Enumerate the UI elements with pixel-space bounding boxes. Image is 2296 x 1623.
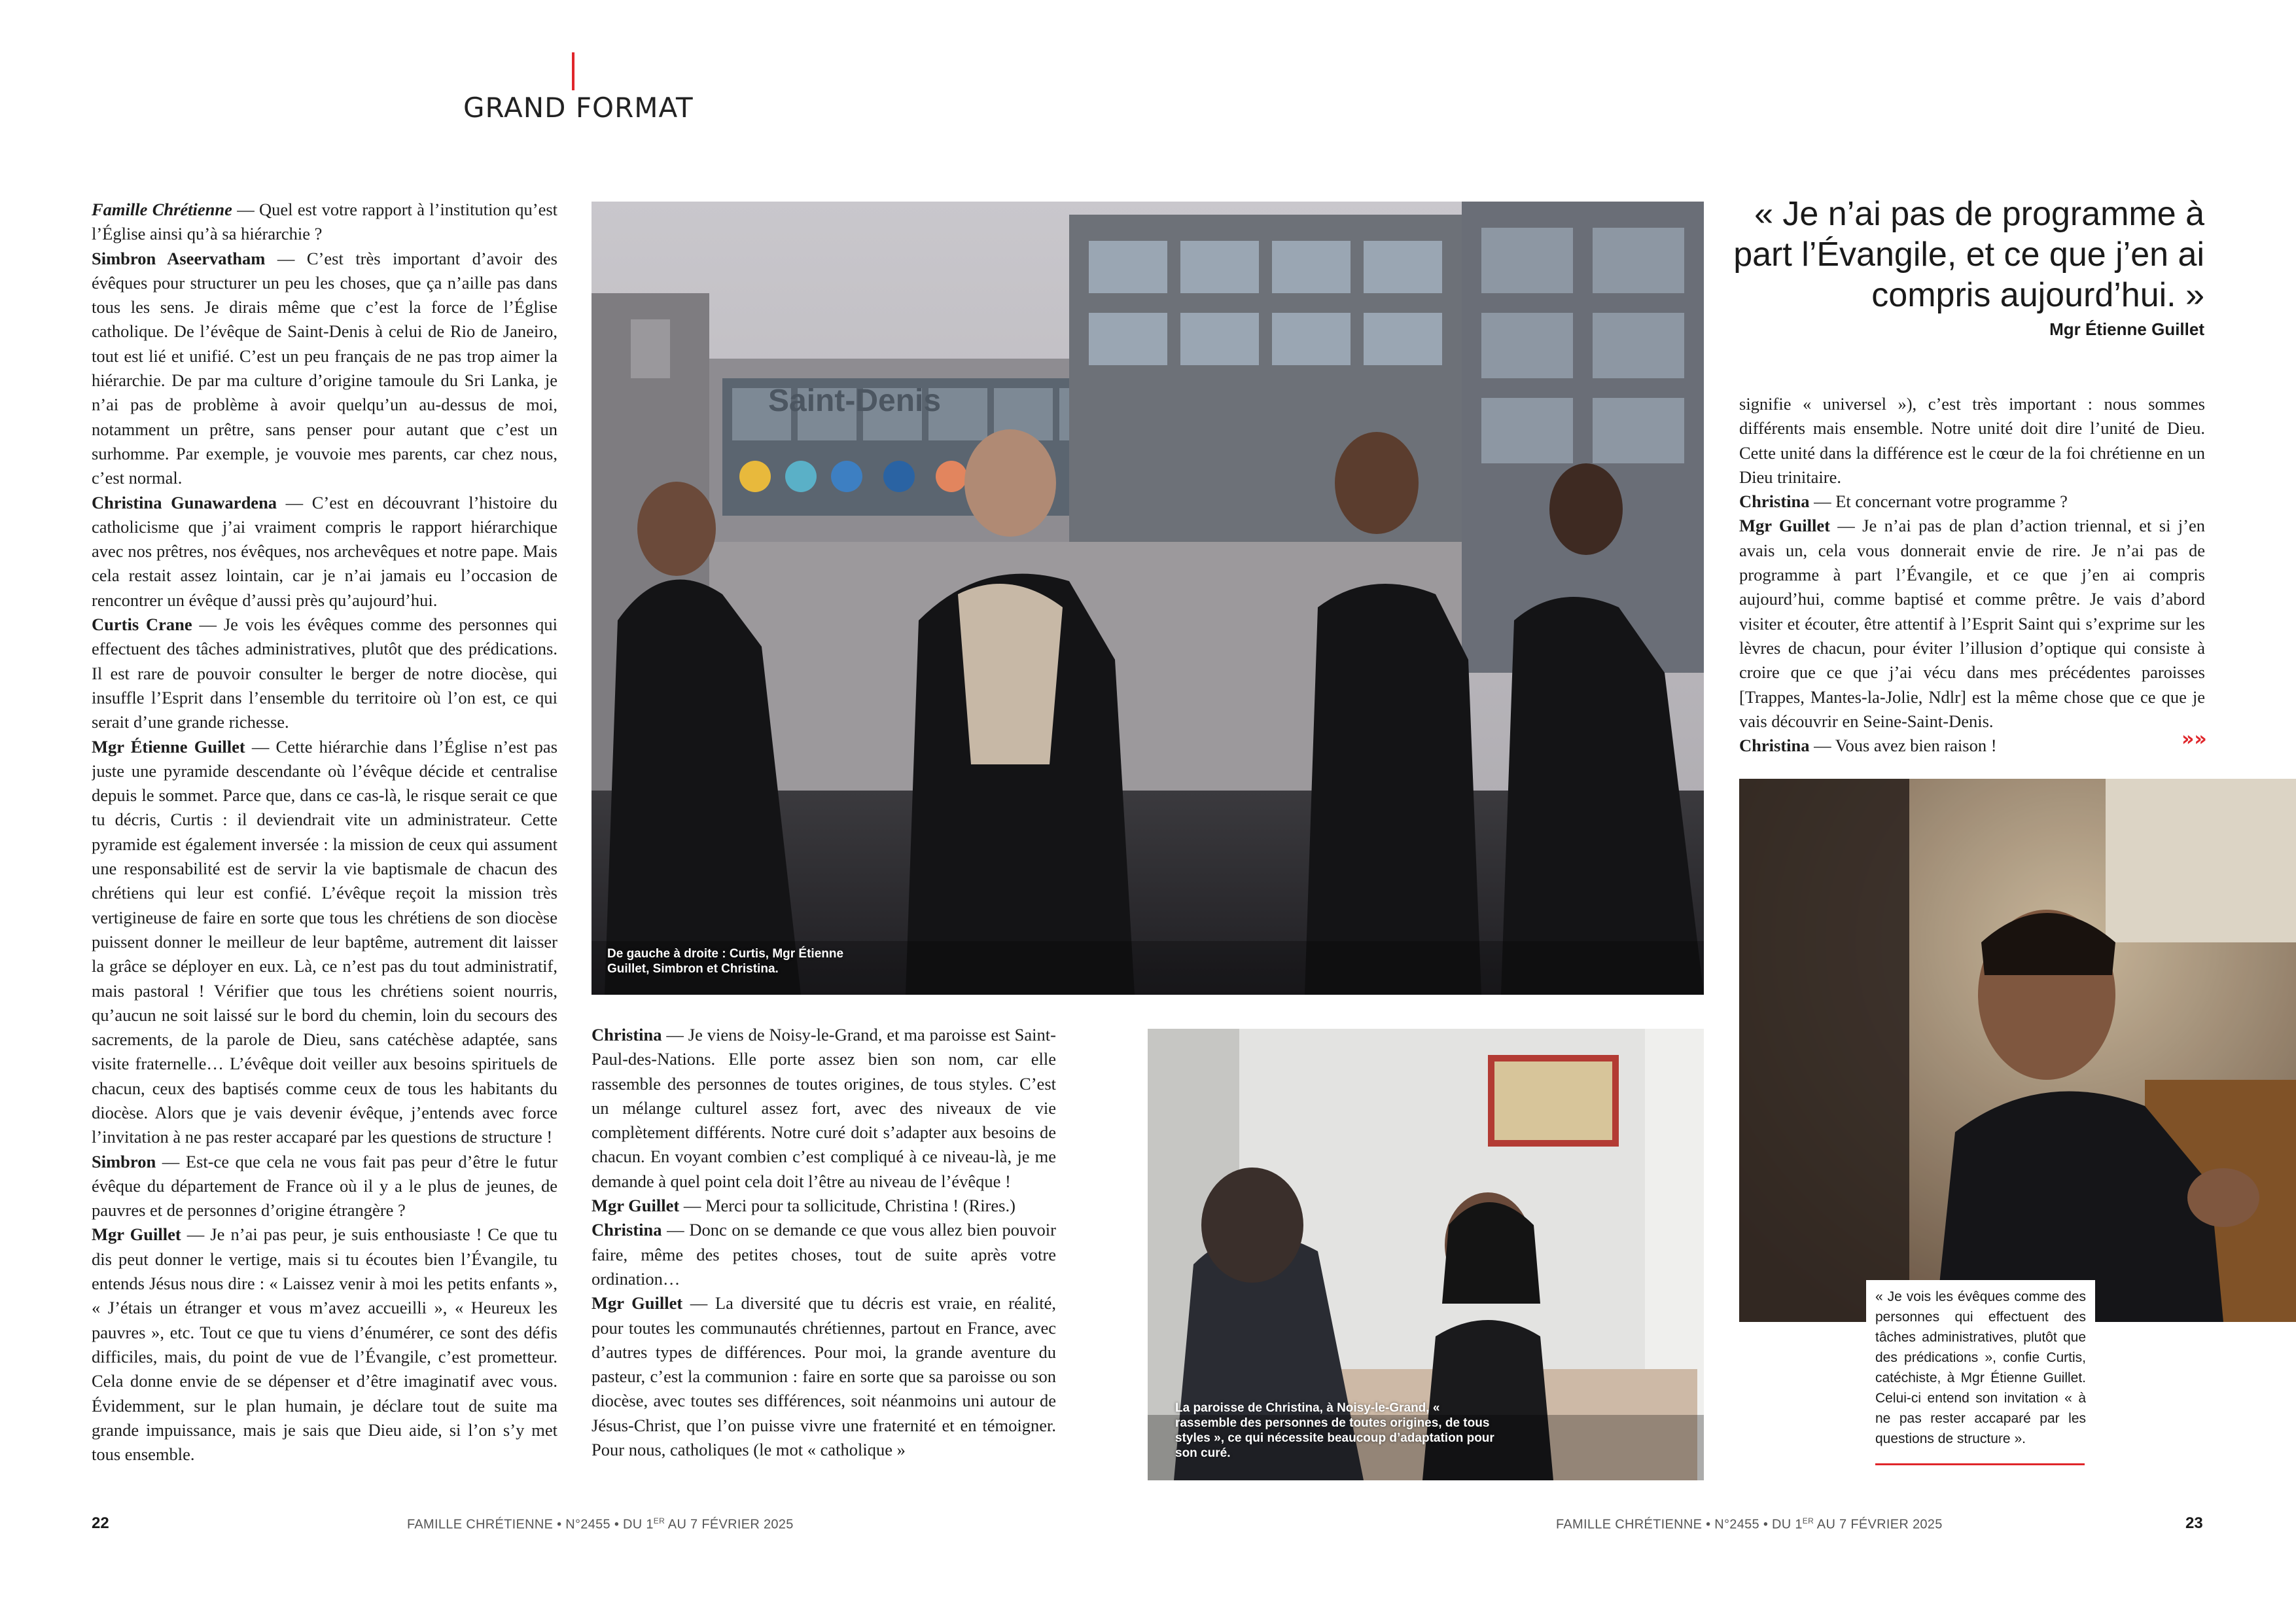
speaker-name: Mgr Guillet [1739, 516, 1830, 536]
publication-suffix: AU 7 FÉVRIER 2025 [1814, 1517, 1943, 1532]
paragraph-text: — Merci pour ta sollicitude, Christina ! (Rires.) [679, 1196, 1016, 1216]
speaker-name: Christina [592, 1220, 662, 1240]
paragraph-text: — Vous avez bien raison ! [1809, 736, 1997, 756]
publication-sup: ER [653, 1516, 665, 1525]
paragraph-text: — Je n’ai pas de plan d’action triennal, et si j’en avais un, cela vous donnerait envie de rire. Je n’ai pas de programme à part l’Évangile, et ce que j’en ai compris aujourd’hui, comme baptisé et comme prêtre. Je vais d’abord visiter et écouter, être attentif à l’Esprit Saint qui s’exprime sur les lèvres de chacun, pour éviter l’illusion d’optique qui consiste à croire que ce que j’ai vécu dans mes précédentes paroisses [Trappes, Mantes-la-Jolie, Ndlr] est la même chose que ce que je vais découvrir en Seine-Saint-Denis. [1739, 516, 2205, 731]
article-paragraph [92, 735, 557, 1150]
text-column-left [92, 198, 557, 1480]
page-number-left: 22 [92, 1514, 109, 1532]
article-paragraph [1739, 734, 2205, 758]
page-number-right: 23 [2185, 1514, 2203, 1532]
article-paragraph [1739, 392, 2205, 490]
publication-line-right [1556, 1516, 1943, 1533]
article-paragraph [1739, 490, 2205, 514]
paragraph-text: — Je vois les évêques comme des personnes qui effectuent des tâches administratives, plutôt que des prédications. Il est rare de pouvoir consulter le berger de notre diocèse, qui insuffle l’Esprit dans l’ensemble du territoire où l’on est, ce qui serait d’une grande richesse. [92, 615, 557, 732]
portrait-photo-illustration [1739, 779, 2296, 1322]
main-photo-illustration [592, 202, 1704, 995]
speaker-name: Mgr Guillet [592, 1196, 680, 1216]
article-paragraph [592, 1194, 1056, 1218]
paragraph-text: — Cette hiérarchie dans l’Église n’est pas juste une pyramide descendante où l’évêque décide et centralise depuis le sommet. Parce que, dans ce cas-là, le risque serait ce que tu décris, Curtis : il deviendrait vite un administrateur. Cette pyramide est également inversée : la mission de ceux qui assument une responsabilité est de servir la vie baptismale de chacun des chrétiens qui leur est confié. L’évêque reçoit la mission très vertigineuse de faire en sorte que tous les chrétiens de son diocèse puissent donner le meilleur de leur baptême, autrement dit laisser la grâce se déployer en eux. Là, ce n’est pas du tout administratif, mais pastoral ! Vérifier que tous les chrétiens soient nourris, qu’aucun ne soit laissé sur le bord du chemin, loin du secours des sacrements, de la parole de Dieu, sans catéchèse adaptée, sans visite fraternelle… L’évêque doit veiller aux besoins spirituels de chacun, ceux des baptisés comme ceux de tous les habitants du diocèse. Alors que je vais devenir évêque, j’entends avec force l’invitation à ne pas rester accaparé par les questions de structure ! [92, 736, 557, 1147]
speaker-name: Simbron [92, 1151, 156, 1171]
paragraph-text: — C’est très important d’avoir des évêques pour structurer un peu les choses, que ça n’aille pas dans tous les sens. Je dirais même que c’est la force de l’Église catholique. De l’évêque de Saint-Denis à celui de Rio de Janeiro, tout est lié et unifié. C’est un peu français de ne pas trop aimer la hiérarchie. De par ma culture d’origine tamoule du Sri Lanka, je n’ai pas de problème à avoir quelqu’un au-dessus de moi, notamment un prêtre, sans penser pour autant que c’est un surhomme. Par exemple, je vouvoie mes parents, car chez nous, c’est normal. [92, 248, 557, 488]
paragraph-text: — Quel est votre rapport à l’institution qu’est l’Église ainsi qu’à sa hiérarchie ? [92, 200, 557, 244]
continue-arrow-icon: »» [2181, 728, 2207, 751]
article-paragraph [92, 198, 557, 247]
speaker-name: Simbron Aseervatham [92, 248, 266, 268]
article-paragraph [92, 1222, 557, 1467]
speaker-name: Christina [1739, 491, 1810, 512]
paragraph-text: — Je n’ai pas peur, je suis enthousiaste ! Ce que tu dis peut donner le vertige, mais si tu écoutes bien l’Évangile, tu entends Jésus nous dire : « Laissez venir à moi les petits enfants », « J’étais un étranger et vous m’avez accueilli », « Heureux les pauvres », etc. Tout ce que tu viens d’énumérer, ce sont des défis difficiles, mais, du point de vue de l’Évangile, c’est prometteur. Cela donne envie de se dépenser et d’être imaginatif avec vous. Évidemment, sur le plan humain, je déclare tout de suite ma grande impuissance, mais je sais que Dieu aide, si l’on s’y met tous ensemble. [92, 1224, 557, 1465]
curtis-portrait-photo [1739, 779, 2296, 1322]
publication-sup: ER [1802, 1516, 1814, 1525]
paragraph-text: signifie « universel »), c’est très important : nous sommes différents mais ensemble. Notre unité doit dire l’unité de Dieu. Cette unité dans la différence est le cœur de la foi chrétienne en un Dieu trinitaire. [1739, 394, 2205, 487]
speaker-name: Curtis Crane [92, 615, 192, 635]
article-paragraph [592, 1218, 1056, 1291]
caption-red-rule [1875, 1463, 2085, 1465]
article-paragraph [592, 1291, 1056, 1462]
main-group-photo [592, 202, 1704, 995]
speaker-name: Christina Gunawardena [92, 492, 277, 512]
publication-prefix: FAMILLE CHRÉTIENNE • N°2455 • DU 1 [407, 1517, 654, 1532]
text-column-right [1739, 392, 2205, 758]
speaker-name: Mgr Guillet [592, 1293, 683, 1313]
article-paragraph [592, 1023, 1056, 1194]
speaker-name: Mgr Guillet [92, 1224, 181, 1245]
article-paragraph [92, 613, 557, 734]
parish-photo-caption: La paroisse de Christina, à Noisy-le-Grand, « rassemble des personnes de toutes origines, de tous styles », ce qui nécessite beaucoup d’adaptation pour son curé. [1175, 1401, 1494, 1460]
paragraph-text: — La diversité que tu décris est vraie, en réalité, pour toutes les communautés chrétiennes, partout en France, avec d’autres types de différences. Pour moi, la grande aventure du pasteur, c’est la communion : faire en sorte que sa paroisse ou son diocèse, avec toutes ses différences, soit néanmoins uni autour de Jésus-Christ, que l’on puisse vivre une fraternité et en témoigner. Pour nous, catholiques (le mot « catholique » [592, 1293, 1056, 1460]
article-paragraph [1739, 514, 2205, 734]
portrait-caption: « Je vois les évêques comme des personnes qui effectuent des tâches administratives, plutôt que des prédications », confie Curtis, catéchiste, à Mgr Étienne Guillet. Celui-ci entend son invitation « à ne pas rester accaparé par les questions de structure ». [1875, 1289, 2086, 1446]
speaker-name: Christina [592, 1025, 662, 1044]
main-photo-caption: De gauche à droite : Curtis, Mgr Étienne Guillet, Simbron et Christina. [607, 947, 844, 976]
speaker-name: Mgr Étienne Guillet [92, 736, 245, 757]
paragraph-text: — Je viens de Noisy-le-Grand, et ma paroisse est Saint-Paul-des-Nations. Elle porte assez bien son nom, car elle rassemble des personnes de toutes origines, de tous styles. C’est un mélange culturel assez fort, avec des niveaux de vie complètement différents. Notre curé doit s’adapter aux besoins de chacun. En voyant combien c’est compliqué à ce niveau-là, je me demande à quel point cela doit l’être au niveau de l’évêque ! [592, 1025, 1056, 1191]
publication-line-left [407, 1516, 794, 1533]
speaker-name: Christina [1739, 736, 1810, 756]
speaker-name: Famille Chrétienne [92, 200, 232, 219]
section-title: GRAND FORMAT [463, 92, 694, 124]
text-column-middle [592, 1023, 1056, 1488]
publication-suffix: AU 7 FÉVRIER 2025 [665, 1517, 794, 1532]
building-sign: Saint-Denis [768, 383, 942, 418]
pull-quote-author: Mgr Étienne Guillet [2049, 319, 2204, 339]
paragraph-text: — C’est en découvrant l’histoire du catholicisme que j’ai vraiment compris le rapport hiérarchique avec nos prêtres, nos évêques, nos archevêques et notre pape. Mais cela restait assez lointain, car je n’ai jamais eu l’occasion de rencontrer un évêque d’aussi près qu’aujourd’hui. [92, 492, 557, 610]
paragraph-text: — Donc on se demande ce que vous allez bien pouvoir faire, même des petites choses, tout de suite après votre ordination… [592, 1220, 1056, 1289]
pull-quote: « Je n’ai pas de programme à part l’Évangile, et ce que j’en ai compris aujourd’hui. » [1733, 195, 2204, 314]
article-paragraph [92, 1150, 557, 1223]
article-paragraph [92, 491, 557, 613]
publication-prefix: FAMILLE CHRÉTIENNE • N°2455 • DU 1 [1556, 1517, 1803, 1532]
paragraph-text: — Et concernant votre programme ? [1809, 491, 2068, 512]
section-accent-bar [572, 52, 574, 90]
article-paragraph [92, 247, 557, 491]
paragraph-text: — Est-ce que cela ne vous fait pas peur d’être le futur évêque du département de France où il y a le plus de jeunes, de pauvres et de personnes d’origine étrangère ? [92, 1151, 557, 1221]
